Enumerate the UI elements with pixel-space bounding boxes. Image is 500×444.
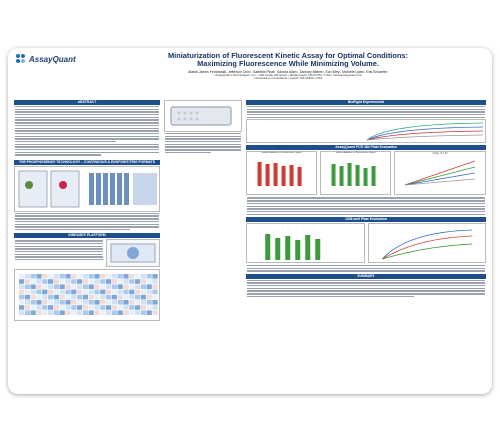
plate-well (129, 274, 134, 279)
bar-chart-mid (320, 151, 391, 195)
plate-well (48, 305, 53, 310)
plate-well (83, 295, 88, 300)
plate-well (25, 285, 30, 290)
plate-well (65, 311, 70, 316)
summary-header: SUMMARY (246, 274, 486, 279)
plate-well (118, 305, 123, 310)
plate-well (42, 285, 47, 290)
plate-well (19, 274, 24, 279)
plate-well (118, 285, 123, 290)
plate-well (83, 311, 88, 316)
plate-well (60, 290, 65, 295)
plate-well (147, 305, 152, 310)
plate-well (71, 274, 76, 279)
plate-well (83, 300, 88, 305)
plate-well (152, 295, 157, 300)
chart-title-right: Vmax ~5 × 27 (432, 152, 448, 156)
right-column (246, 100, 486, 299)
plate-well (89, 290, 94, 295)
plate-well (135, 305, 140, 310)
plate-well (112, 295, 117, 300)
plate-well (141, 300, 146, 305)
plate-well (147, 300, 152, 305)
plate-well (89, 300, 94, 305)
plate-well (94, 285, 99, 290)
materials-text (165, 133, 241, 153)
plate-well (19, 295, 24, 300)
plate-well (77, 311, 82, 316)
plate-well (83, 290, 88, 295)
plate-well (83, 279, 88, 284)
plate-well (135, 285, 140, 290)
plate-well (36, 290, 41, 295)
plate-well (48, 290, 53, 295)
plate-well (42, 311, 47, 316)
plate-well (54, 285, 59, 290)
plate-well (106, 300, 111, 305)
plate-well (71, 305, 76, 310)
plate-well (31, 274, 36, 279)
plate-well (129, 290, 134, 295)
plate-well (94, 311, 99, 316)
plate-well (42, 295, 47, 300)
plate-well (123, 305, 128, 310)
plate-well (118, 279, 123, 284)
abstract-header: ABSTRACT (14, 100, 160, 105)
plate-well (60, 305, 65, 310)
plate-well (54, 311, 59, 316)
kinease-header: KINEASE® PLATFORM (14, 233, 160, 238)
plate-well (31, 279, 36, 284)
plate-well (129, 285, 134, 290)
plate-well (54, 274, 59, 279)
plate1536-charts (246, 223, 486, 263)
plate-well (83, 305, 88, 310)
plate-well (71, 300, 76, 305)
plate-well (147, 285, 152, 290)
plate-well (123, 300, 128, 305)
plate-well (89, 274, 94, 279)
abstract-text (15, 106, 159, 156)
line-chart-right (394, 151, 486, 195)
plate-well (135, 300, 140, 305)
left-column (14, 100, 160, 321)
plate-well (19, 290, 24, 295)
poster-title-line2: Maximizing Fluorescence While Minimizing Volume. (197, 59, 379, 69)
plate-well (152, 285, 157, 290)
plate-well (42, 290, 47, 295)
plate-well (112, 274, 117, 279)
poster-title-line1: Miniaturization of Fluorescent Kinetic Assay for Optimal Conditions: (168, 51, 408, 60)
plate-well (152, 305, 157, 310)
plate-well (54, 305, 59, 310)
plate-well (141, 274, 146, 279)
plate-well (129, 311, 134, 316)
plate-well (83, 285, 88, 290)
plate-well (71, 279, 76, 284)
plate-well (141, 295, 146, 300)
plate-well (19, 279, 24, 284)
plate-well (100, 285, 105, 290)
poster (8, 48, 492, 394)
plate-well (36, 295, 41, 300)
plate-well (152, 290, 157, 295)
plate-well (60, 295, 65, 300)
plate-well (36, 279, 41, 284)
plate-well (36, 305, 41, 310)
plate-well (129, 300, 134, 305)
chart-title-mid: Solution Addition on Fluorescence Signal (335, 152, 376, 155)
plate-well (100, 305, 105, 310)
plate-well (118, 290, 123, 295)
authors: Alafair-James Ferdowskil, Jefferson Chin¹, Gabriela Pinal¹, Sandra Alam¹, Zachary Bieber¹, Eun Wey¹, Michelle Lyles¹, Erik Schaefer¹ (188, 69, 388, 74)
pcr-header: AssayQuant PCR 384 Plate Evaluation (246, 145, 486, 150)
plate-well (65, 300, 70, 305)
plate-well (129, 295, 134, 300)
plate-well (100, 295, 105, 300)
plate-well (112, 311, 117, 316)
plate-well (112, 300, 117, 305)
plate-well (65, 305, 70, 310)
plate1536-header: 1536 well Plate Evaluation (246, 217, 486, 222)
pcr-charts (246, 151, 486, 195)
platform-header: THE PHOSPHOSENS® TECHNOLOGY – CONTINUOUS & ENDPOINT/TRIG FORMATS (14, 160, 160, 165)
plate-well (147, 295, 152, 300)
plate-well (152, 300, 157, 305)
plate-well (147, 290, 152, 295)
plate-well (36, 285, 41, 290)
plate-well (48, 300, 53, 305)
plate-well (123, 311, 128, 316)
platform-text (15, 213, 159, 231)
plate-well (19, 311, 24, 316)
plate-well (118, 300, 123, 305)
plate-well (106, 285, 111, 290)
plate-well (48, 295, 53, 300)
plate-well (123, 290, 128, 295)
plate-well (152, 274, 157, 279)
plate-well (94, 290, 99, 295)
plate-well (19, 305, 24, 310)
plate-well (31, 285, 36, 290)
plate-well (60, 274, 65, 279)
plate-well (25, 295, 30, 300)
plate-well (83, 274, 88, 279)
plate-well (106, 295, 111, 300)
plate-well (31, 300, 36, 305)
plate-well (71, 311, 76, 316)
plate-well (147, 311, 152, 316)
plate-well (25, 305, 30, 310)
logo-icon (16, 54, 26, 64)
plate-well (31, 305, 36, 310)
plate-well (89, 279, 94, 284)
plate-well (106, 290, 111, 295)
plate-well (147, 274, 152, 279)
kinease-text (15, 240, 103, 266)
plate-well (71, 295, 76, 300)
plate-well (65, 290, 70, 295)
biorights-header: BioRight Experimental (246, 100, 486, 105)
plate-well (118, 311, 123, 316)
plate-well (129, 305, 134, 310)
plate-well (60, 300, 65, 305)
plate-well (77, 300, 82, 305)
plate-map-figure (14, 269, 160, 321)
brand-name: AssayQuant (29, 54, 76, 64)
plate-well (25, 300, 30, 305)
plate-well (19, 300, 24, 305)
plate-well (100, 274, 105, 279)
plate-well (135, 274, 140, 279)
plate-well (31, 295, 36, 300)
plate-well (89, 311, 94, 316)
plate-well (25, 279, 30, 284)
plate-well (106, 279, 111, 284)
plate-well (100, 279, 105, 284)
plate-well (42, 274, 47, 279)
plate-well (36, 311, 41, 316)
plate-well (89, 285, 94, 290)
plate-well (36, 274, 41, 279)
assayquant-logo (16, 54, 76, 64)
plate-well (65, 274, 70, 279)
plate-well (19, 285, 24, 290)
plate-well (89, 295, 94, 300)
plate-well (141, 305, 146, 310)
kinease-figure (106, 239, 160, 267)
plate-well (42, 305, 47, 310)
plate-well (94, 300, 99, 305)
plate-well (112, 290, 117, 295)
plate-well (54, 295, 59, 300)
plate-well (31, 290, 36, 295)
phosphosens-figure (14, 166, 160, 212)
microplate-photo (164, 100, 242, 132)
pcr-text (247, 197, 485, 215)
plate-well (77, 274, 82, 279)
plate-well (60, 311, 65, 316)
plate-well (135, 279, 140, 284)
plate-well (94, 279, 99, 284)
plate-well (123, 279, 128, 284)
plate-well (60, 285, 65, 290)
summary-text (247, 280, 485, 298)
plate-well (25, 274, 30, 279)
plate-well (106, 274, 111, 279)
plate-well (123, 274, 128, 279)
plate-well (36, 300, 41, 305)
plate-well (129, 279, 134, 284)
kinetic-curves-figure (246, 119, 486, 143)
plate-well (118, 274, 123, 279)
plate-well (65, 295, 70, 300)
plate-well (77, 305, 82, 310)
plate-well (112, 285, 117, 290)
plate-well (135, 290, 140, 295)
plate-well (77, 290, 82, 295)
plate-well (94, 274, 99, 279)
plate-well (77, 295, 82, 300)
plate-well (106, 305, 111, 310)
plate-well (42, 300, 47, 305)
plate-well (65, 279, 70, 284)
plate-well (141, 279, 146, 284)
plate-well (100, 311, 105, 316)
plate-well (141, 311, 146, 316)
chart-title-left: Solution Addition on Fluorescence Signal (261, 152, 302, 155)
plate-well (94, 295, 99, 300)
plate-well (89, 305, 94, 310)
plate-well (118, 295, 123, 300)
plate-well (123, 285, 128, 290)
plate-well (106, 311, 111, 316)
affiliation-1: ¹ AssayQuant Technologies, Inc. • 260 Cedar Hill Street • Marlborough, MA 01752 • USA • www.assayquant.com (213, 72, 363, 77)
affiliation-2: ² Automation Consultants • Lowell, MA 01853 • USA (253, 76, 323, 81)
plate-well (112, 305, 117, 310)
biorights-text (247, 106, 485, 118)
plate-well (54, 300, 59, 305)
plate-well (100, 300, 105, 305)
plate-well (77, 285, 82, 290)
plate-well (141, 285, 146, 290)
bar-chart-left (246, 151, 317, 195)
plate-well (147, 279, 152, 284)
plate-well (135, 295, 140, 300)
plate-well (135, 311, 140, 316)
plate-well (152, 311, 157, 316)
plate-well (112, 279, 117, 284)
curve-chart-1536 (368, 223, 487, 263)
plate-well (71, 290, 76, 295)
plate-well (77, 279, 82, 284)
plate1536-text (247, 265, 485, 272)
title-block (118, 52, 458, 81)
plate-well (71, 285, 76, 290)
plate-well (152, 279, 157, 284)
plate-well (100, 290, 105, 295)
plate-well (25, 290, 30, 295)
plate-well (94, 305, 99, 310)
bar-chart-1536 (246, 223, 365, 263)
plate-well (42, 279, 47, 284)
plate-well (31, 311, 36, 316)
middle-column (164, 100, 242, 155)
plate-well (123, 295, 128, 300)
plate-well (48, 279, 53, 284)
plate-well (54, 290, 59, 295)
plate-well (141, 290, 146, 295)
plate-well (65, 285, 70, 290)
plate-well (60, 279, 65, 284)
plate-well (48, 311, 53, 316)
plate-well (25, 311, 30, 316)
kinease-row (14, 239, 160, 267)
plate-well (48, 274, 53, 279)
plate-well (54, 279, 59, 284)
plate-well (48, 285, 53, 290)
